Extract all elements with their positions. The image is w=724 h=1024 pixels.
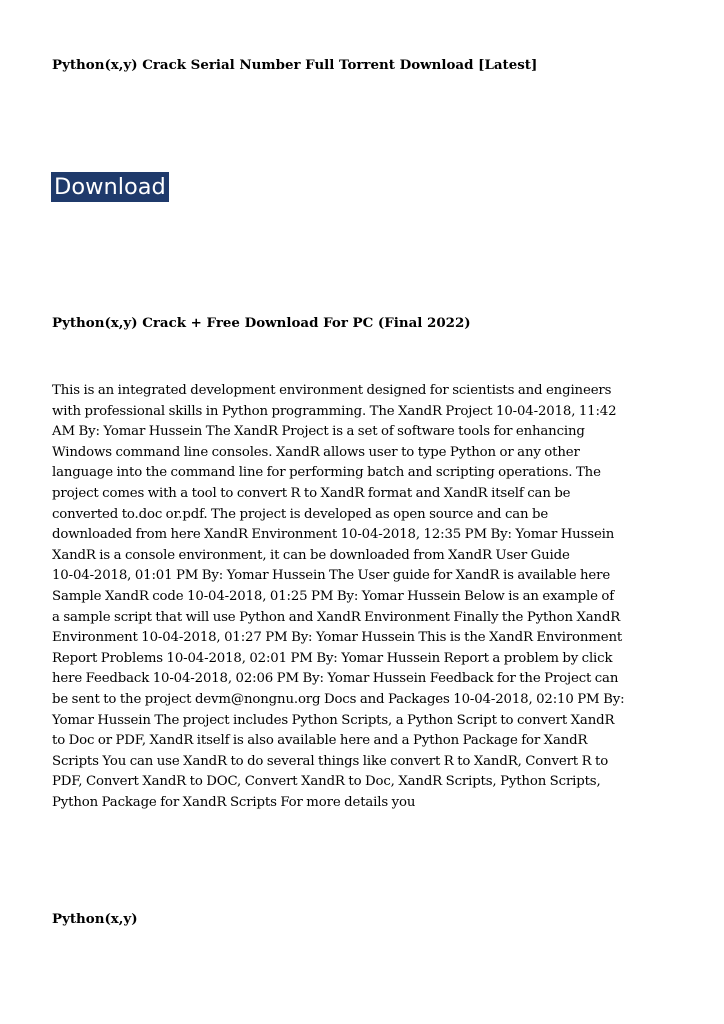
body-line: here Feedback 10-04-2018, 02:06 PM By: Yomar Hussein Feedback for the Project can bbox=[52, 671, 619, 687]
footer-heading: Python(x,y) bbox=[52, 911, 138, 927]
body-line: Yomar Hussein The project includes Python Scripts, a Python Script to convert XandR bbox=[52, 712, 615, 728]
body-line: to Doc or PDF, XandR itself is also available here and a Python Package for XandR bbox=[52, 733, 588, 749]
body-line: Sample XandR code 10-04-2018, 01:25 PM By: Yomar Hussein Below is an example of bbox=[52, 588, 615, 604]
body-line: AM By: Yomar Hussein The XandR Project is a set of software tools for enhancing bbox=[52, 424, 585, 440]
download-button[interactable]: Download bbox=[51, 172, 169, 202]
body-line: PDF, Convert XandR to DOC, Convert XandR to Doc, XandR Scripts, Python Scripts, bbox=[52, 774, 601, 790]
body-line: Scripts You can use XandR to do several things like convert R to XandR, Convert R to bbox=[52, 753, 609, 769]
body-line: Environment 10-04-2018, 01:27 PM By: Yomar Hussein This is the XandR Environment bbox=[52, 630, 623, 646]
body-line: project comes with a tool to convert R to XandR format and XandR itself can be bbox=[52, 485, 571, 501]
body-line: language into the command line for performing batch and scripting operations. The bbox=[52, 465, 601, 481]
body-line: This is an integrated development environment designed for scientists and engineers bbox=[52, 383, 612, 398]
body-line: Report Problems 10-04-2018, 02:01 PM By: Yomar Hussein Report a problem by click bbox=[52, 650, 613, 666]
body-line: Windows command line consoles. XandR allows user to type Python or any other bbox=[52, 444, 580, 460]
body-line: be sent to the project devm@nongnu.org Docs and Packages 10-04-2018, 02:10 PM By: bbox=[52, 691, 625, 707]
body-line: downloaded from here XandR Environment 10-04-2018, 12:35 PM By: Yomar Hussein bbox=[52, 527, 615, 543]
body-line: XandR is a console environment, it can be downloaded from XandR User Guide bbox=[52, 547, 570, 563]
body-line: with professional skills in Python programming. The XandR Project 10-04-2018, 11:42 bbox=[52, 403, 617, 419]
body-line: converted to.doc or.pdf. The project is developed as open source and can be bbox=[52, 506, 549, 522]
page-title: Python(x,y) Crack Serial Number Full Torrent Download [Latest] bbox=[52, 57, 538, 73]
section-heading: Python(x,y) Crack + Free Download For PC (Final 2022) bbox=[52, 315, 471, 331]
body-line: 10-04-2018, 01:01 PM By: Yomar Hussein The User guide for XandR is available here bbox=[52, 568, 611, 584]
body-line: Python Package for XandR Scripts For more details you bbox=[52, 794, 416, 810]
body-paragraph bbox=[52, 381, 692, 813]
body-line: a sample script that will use Python and XandR Environment Finally the Python XandR bbox=[52, 609, 621, 625]
